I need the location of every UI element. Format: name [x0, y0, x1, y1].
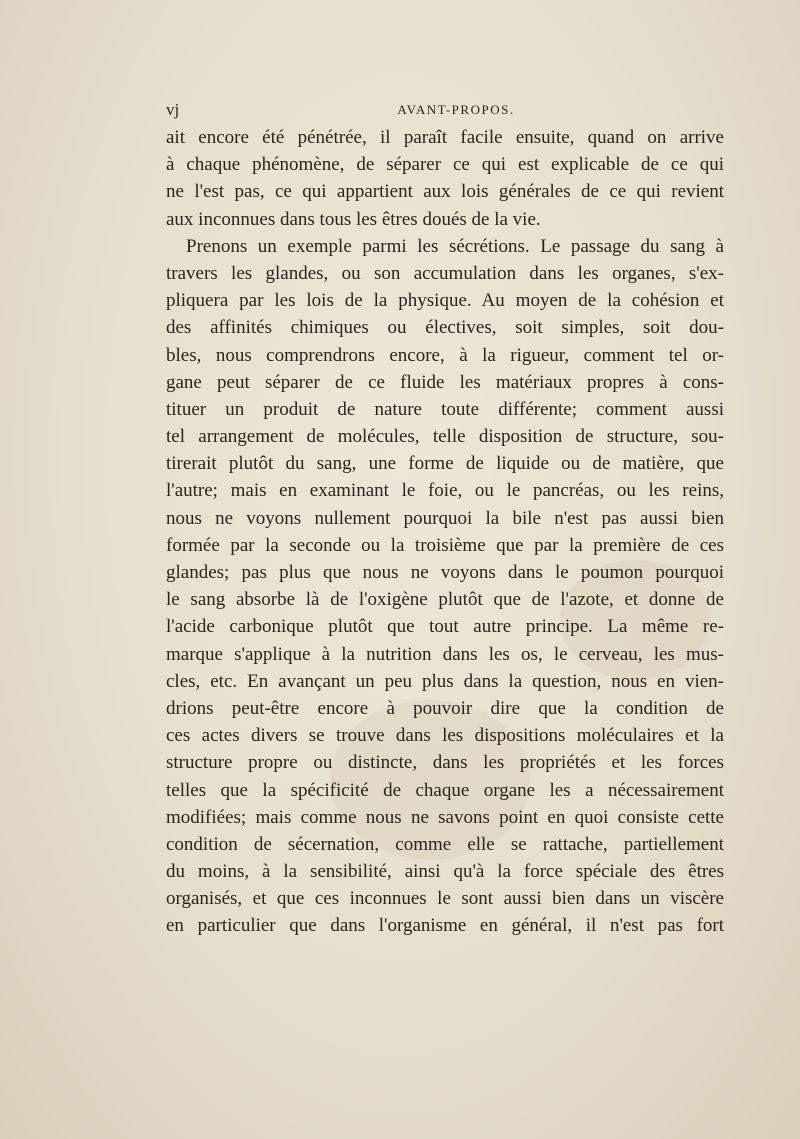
- text-line: l'acide carbonique plutôt que tout autre principe. La même re-: [166, 616, 724, 638]
- text-line: tirerait plutôt du sang, une forme de liquide ou de matière, que: [166, 453, 724, 475]
- text-line: organisés, et que ces inconnues le sont aussi bien dans un viscère: [166, 888, 724, 910]
- text-line: pliquera par les lois de la physique. Au moyen de la cohésion et: [166, 290, 724, 312]
- text-line: ait encore été pénétrée, il paraît facile ensuite, quand on arrive: [166, 127, 724, 148]
- body-text: [166, 124, 724, 940]
- text-line: ne l'est pas, ce qui appartient aux lois générales de ce qui revient: [166, 181, 724, 203]
- text-line: formée par la seconde ou la troisième que par la première de ces: [166, 534, 724, 556]
- text-line: aux inconnues dans tous les êtres doués de la vie.: [166, 208, 541, 230]
- text-line: glandes; pas plus que nous ne voyons dans le poumon pourquoi: [166, 562, 724, 583]
- text-line: Prenons un exemple parmi les sécrétions. Le passage du sang à: [186, 235, 724, 257]
- text-line: en particulier que dans l'organisme en général, il n'est pas fort: [166, 915, 724, 937]
- text-line: travers les glandes, ou son accumulation dans les organes, s'ex-: [166, 262, 724, 284]
- page-number: vj: [166, 100, 180, 119]
- text-line: tel arrangement de molécules, telle disposition de structure, sou-: [166, 426, 724, 448]
- running-head: [166, 100, 726, 124]
- text-line: tituer un produit de nature toute différente; comment aussi: [166, 398, 724, 420]
- text-line: ces actes divers se trouve dans les dispositions moléculaires et la: [166, 725, 724, 747]
- text-line: drions peut-être encore à pouvoir dire que la condition de: [166, 697, 724, 719]
- text-line: marque s'applique à la nutrition dans les os, le cerveau, les mus-: [166, 643, 724, 665]
- text-line: condition de sécernation, comme elle se rattache, partiellement: [166, 833, 724, 855]
- text-line: gane peut séparer de ce fluide les matériaux propres à cons-: [166, 371, 724, 393]
- text-line: des affinités chimiques ou électives, soit simples, soit dou-: [166, 317, 724, 339]
- text-line: telles que la spécificité de chaque organe les a nécessairement: [166, 779, 724, 801]
- text-line: modifiées; mais comme nous ne savons point en quoi consiste cette: [166, 806, 724, 828]
- text-line: à chaque phénomène, de séparer ce qui est explicable de ce qui: [166, 154, 724, 176]
- text-line: l'autre; mais en examinant le foie, ou le pancréas, ou les reins,: [166, 480, 724, 502]
- running-title: AVANT-PROPOS.: [397, 102, 515, 117]
- text-line: le sang absorbe là de l'oxigène plutôt que de l'azote, et donne de: [166, 589, 724, 611]
- text-line: du moins, à la sensibilité, ainsi qu'à la force spéciale des êtres: [166, 861, 724, 883]
- text-line: structure propre ou distincte, dans les propriétés et les forces: [166, 752, 724, 774]
- text-line: bles, nous comprendrons encore, à la rigueur, comment tel or-: [166, 344, 724, 366]
- text-line: nous ne voyons nullement pourquoi la bile n'est pas aussi bien: [166, 507, 724, 529]
- text-line: cles, etc. En avançant un peu plus dans la question, nous en vien-: [166, 670, 724, 692]
